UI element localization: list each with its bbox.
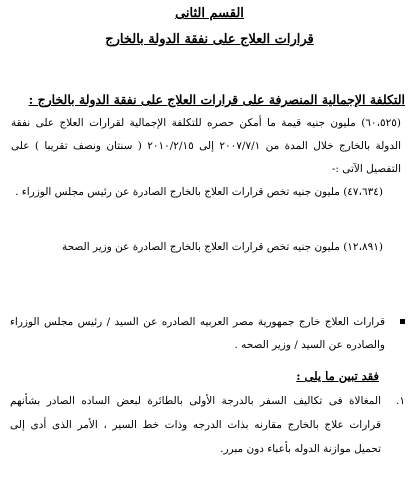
bullet-text: قرارات العلاج خارج جمهورية مصر العربيه الصادره عن السيد / رئيس مجلس الوزراء والصادره عن السيد / وزير الصحه . bbox=[10, 316, 385, 351]
findings-heading: فقد تبين ما يلى : bbox=[296, 369, 379, 383]
detail-health-minister: (١٢،٨٩١) مليون جنيه تخص قرارات العلاج بالخارج الصادرة عن وزير الصحة bbox=[62, 241, 383, 253]
total-cost-paragraph: (٦٠،٥٢٥) مليون جنيه قيمة ما أمكن حصره للتكلفة الإجمالية لقرارات العلاج على نفقة الدولة بالخارج خلال المدة من ٢٠٠٧/٧/١ إلى ٢٠١٠/٢/١٥ ( سنتان ونصف تقريبا ) على التفصيل الآتى :- bbox=[11, 117, 401, 175]
bullet-square-icon bbox=[400, 319, 405, 324]
bullet-item bbox=[10, 311, 405, 357]
document-title: قرارات العلاج على نفقة الدولة بالخارج bbox=[105, 32, 314, 47]
item-number: ١. bbox=[396, 395, 405, 407]
detail-prime-minister: (٤٧،٦٣٤) مليون جنيه تخص قرارات العلاج بالخارج الصادرة عن رئيس مجلس الوزراء . bbox=[15, 186, 383, 198]
numbered-item-1 bbox=[10, 389, 405, 461]
total-cost-heading: التكلفة الإجمالية المنصرفة على قرارات العلاج على نفقة الدولة بالخارج : bbox=[28, 92, 405, 107]
section-title: القسم الثانى bbox=[175, 6, 244, 21]
item-text: المغالاة فى تكاليف السفر بالدرجة الأولى بالطائرة لبعض الساده الصادر بشأنهم قرارات علاج بالخارج مقارنه بذات الدرجه وذات خط السير ، الأمر الذى أدى إلى تحميل موازنة الدوله بأعباء دون مبرر. bbox=[10, 395, 381, 455]
